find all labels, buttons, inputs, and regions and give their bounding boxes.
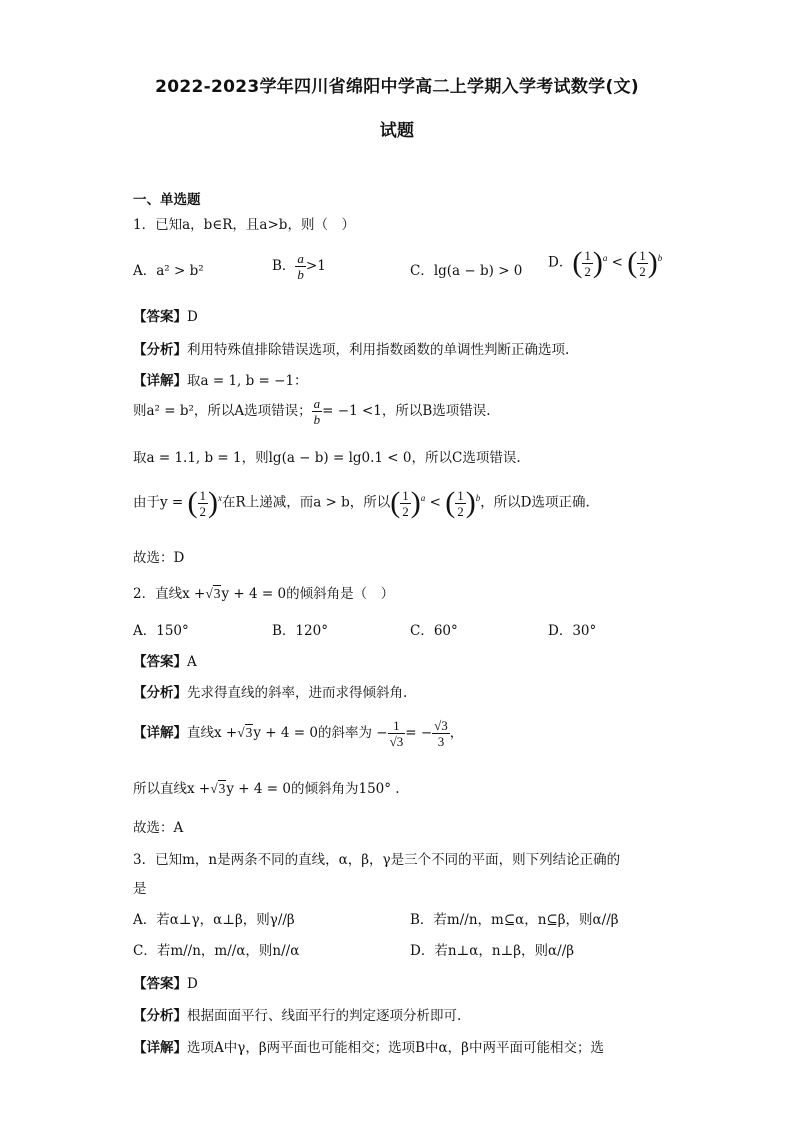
q2-stem bbox=[133, 582, 394, 602]
q2-detail-2-a: 所以直线x + bbox=[133, 781, 211, 797]
q2-stem-a: 2．直线x + bbox=[133, 586, 206, 602]
q2-detail-2-b: y + 4 = 0的倾斜角为150° . bbox=[226, 781, 400, 797]
q3-answer bbox=[133, 972, 198, 992]
q1-analysis-tag: 【分析】 bbox=[133, 342, 187, 358]
q1-detail-tag: 【详解】 bbox=[133, 373, 187, 389]
q1-answer-value: D bbox=[187, 309, 198, 325]
q1-detail-4-exp: x bbox=[218, 493, 223, 503]
q1-detail-4: 由于y = ( $\frac{1}{2}$ )$^x$在R上递减，而a > b，所以( $\frac{1}{2}$ )$^a$ < ( $\frac{1}{2}$ )$^b$，所以D选项正确. bbox=[133, 486, 590, 519]
paper-title-line-1: 2022-2023学年四川省绵阳中学高二上学期入学考试数学(文) bbox=[155, 77, 639, 97]
q2-detail-1-fraction-2 bbox=[432, 719, 450, 748]
q1-answer bbox=[133, 305, 198, 325]
q1-detail-4-num-1: 1 bbox=[199, 487, 207, 503]
q1-conclusion: 故选：D bbox=[133, 550, 185, 566]
q2-option-c: C．60° bbox=[410, 623, 458, 639]
q3-answer-value: D bbox=[187, 976, 198, 992]
q1-detail-4-c: < bbox=[429, 494, 441, 511]
q2-detail-1-sqrt: √3 bbox=[237, 725, 253, 740]
q1-option-b bbox=[272, 252, 326, 281]
q3-detail-1 bbox=[133, 1036, 604, 1056]
q1-detail-1-text: 取a = 1, b = −1： bbox=[187, 373, 308, 389]
q1-detail-4-fraction-1 bbox=[198, 489, 209, 518]
q1-option-d: D．( $\frac{1}{2}$ )$^a$ < ( $\frac{1}{2}$ )$^b$ bbox=[548, 246, 663, 279]
q1-analysis-text: 利用特殊值排除错误选项，利用指数函数的单调性判断正确选项. bbox=[187, 342, 570, 358]
q2-option-b: B．120° bbox=[272, 623, 328, 639]
q1-option-d-fraction-2 bbox=[637, 249, 648, 278]
q1-option-d-fraction-1 bbox=[582, 249, 593, 278]
q1-detail-4-fraction-2 bbox=[400, 489, 411, 518]
q2-conclusion: 故选：A bbox=[133, 820, 184, 836]
q2-detail-1-den-1: √3 bbox=[389, 734, 404, 749]
q2-detail-1-num-1: 1 bbox=[388, 719, 406, 734]
q1-detail-2 bbox=[133, 397, 491, 426]
q1-detail-4-num-2: 1 bbox=[402, 487, 409, 503]
q1-detail-2-fraction bbox=[312, 397, 323, 426]
q2-detail-1-b: y + 4 = 0的斜率为 − bbox=[253, 725, 388, 741]
q1-stem: 1．已知a，b∈R，且a>b，则（ ） bbox=[133, 217, 355, 233]
q1-option-d-num-1: 1 bbox=[584, 247, 591, 263]
q1-detail-2-den: b bbox=[313, 412, 321, 427]
q1-detail-4-num-3: 1 bbox=[457, 487, 464, 503]
q1-detail-4-den-3: 2 bbox=[457, 503, 464, 519]
q1-detail-4-a: 由于y = bbox=[133, 494, 184, 511]
q1-option-b-fraction bbox=[295, 252, 306, 281]
section-heading: 一、单选题 bbox=[133, 192, 201, 208]
q2-detail-tag: 【详解】 bbox=[133, 725, 187, 741]
q1-option-d-exp-a: a bbox=[602, 253, 608, 263]
q2-analysis-text: 先求得直线的斜率，进而求得倾斜角. bbox=[187, 685, 408, 701]
q2-detail-1 bbox=[133, 719, 463, 748]
q1-option-b-prefix: B． bbox=[272, 258, 296, 274]
q1-detail-4-den-1: 2 bbox=[199, 503, 207, 519]
q1-option-a: A．a² > b² bbox=[133, 263, 204, 279]
q2-option-d: D．30° bbox=[548, 623, 597, 639]
q1-detail-1 bbox=[133, 369, 308, 389]
q2-detail-1-radicand: 3 bbox=[245, 725, 253, 740]
q2-detail-1-a: 直线x + bbox=[187, 725, 238, 741]
q2-analysis-tag: 【分析】 bbox=[133, 685, 187, 701]
q2-detail-1-den-2: 3 bbox=[437, 734, 445, 749]
q1-detail-2-b: = −1 <1，所以B选项错误. bbox=[322, 403, 491, 419]
q2-detail-1-d: ， bbox=[449, 725, 464, 741]
paper-title-line-2: 试题 bbox=[379, 121, 415, 141]
q2-analysis bbox=[133, 681, 407, 701]
q1-detail-4-b: 在R上递减，而a > b，所以 bbox=[222, 494, 391, 511]
q1-detail-4-exp-b: b bbox=[475, 493, 481, 503]
q3-detail-1-text: 选项A中γ，β两平面也可能相交；选项B中α，β中两平面可能相交；选 bbox=[187, 1040, 604, 1056]
q3-option-b: B．若m//n，m⊆α，n⊆β，则α//β bbox=[410, 912, 619, 928]
q1-option-d-den-1: 2 bbox=[584, 263, 591, 279]
q1-option-d-lt: < bbox=[611, 254, 623, 271]
q2-answer-value: A bbox=[187, 654, 197, 670]
q1-answer-tag: 【答案】 bbox=[133, 309, 187, 325]
q3-analysis-tag: 【分析】 bbox=[133, 1008, 187, 1024]
q1-option-c: C．lg(a − b) > 0 bbox=[410, 263, 523, 279]
q2-detail-1-fraction-1 bbox=[388, 719, 406, 748]
q1-detail-4-exp-a: a bbox=[420, 493, 426, 503]
q1-detail-2-a: 则a² = b²，所以A选项错误； bbox=[133, 403, 312, 419]
q3-answer-tag: 【答案】 bbox=[133, 976, 187, 992]
q1-option-b-num: a bbox=[297, 251, 304, 266]
q2-detail-1-num-2: √3 bbox=[434, 718, 448, 733]
q1-detail-2-num: a bbox=[313, 396, 321, 411]
q2-detail-2-radicand: 3 bbox=[218, 781, 226, 796]
q1-option-b-suffix: >1 bbox=[305, 258, 326, 274]
q2-stem-radicand: 3 bbox=[213, 586, 221, 601]
q3-detail-tag: 【详解】 bbox=[133, 1040, 187, 1056]
q3-option-d: D．若n⊥α，n⊥β，则α//β bbox=[410, 943, 575, 959]
q1-analysis bbox=[133, 338, 569, 358]
q2-option-a: A．150° bbox=[133, 623, 189, 639]
q1-option-d-exp-b: b bbox=[657, 253, 663, 263]
q2-detail-2-sqrt: √3 bbox=[210, 781, 226, 796]
q3-analysis-text: 根据面面平行、线面平行的判定逐项分析即可. bbox=[187, 1008, 462, 1024]
q2-stem-sqrt: √3 bbox=[205, 586, 221, 601]
q2-answer-tag: 【答案】 bbox=[133, 654, 187, 670]
q3-option-a: A．若α⊥γ，α⊥β，则γ//β bbox=[133, 912, 295, 928]
q2-answer bbox=[133, 650, 197, 670]
q3-analysis bbox=[133, 1004, 461, 1024]
q1-detail-4-d: ，所以D选项正确. bbox=[480, 494, 590, 511]
q3-stem-line-1: 3．已知m，n是两条不同的直线，α，β，γ是三个不同的平面，则下列结论正确的 bbox=[133, 852, 621, 868]
q3-option-c: C．若m//n，m//α，则n//α bbox=[133, 943, 300, 959]
q1-detail-3: 取a = 1.1, b = 1，则lg(a − b) = lg0.1 < 0，所以C选项错误. bbox=[133, 450, 521, 466]
q2-stem-b: y + 4 = 0的倾斜角是（ ） bbox=[221, 586, 395, 602]
q3-stem-line-2: 是 bbox=[133, 881, 147, 897]
q1-option-d-prefix: D． bbox=[548, 254, 573, 271]
q2-detail-1-c: = − bbox=[405, 725, 433, 741]
q1-option-d-den-2: 2 bbox=[639, 263, 646, 279]
q1-detail-4-fraction-3 bbox=[455, 489, 466, 518]
q1-option-b-den: b bbox=[297, 267, 304, 282]
q1-detail-4-den-2: 2 bbox=[402, 503, 409, 519]
q2-detail-2 bbox=[133, 777, 400, 797]
q1-option-d-num-2: 1 bbox=[639, 247, 646, 263]
